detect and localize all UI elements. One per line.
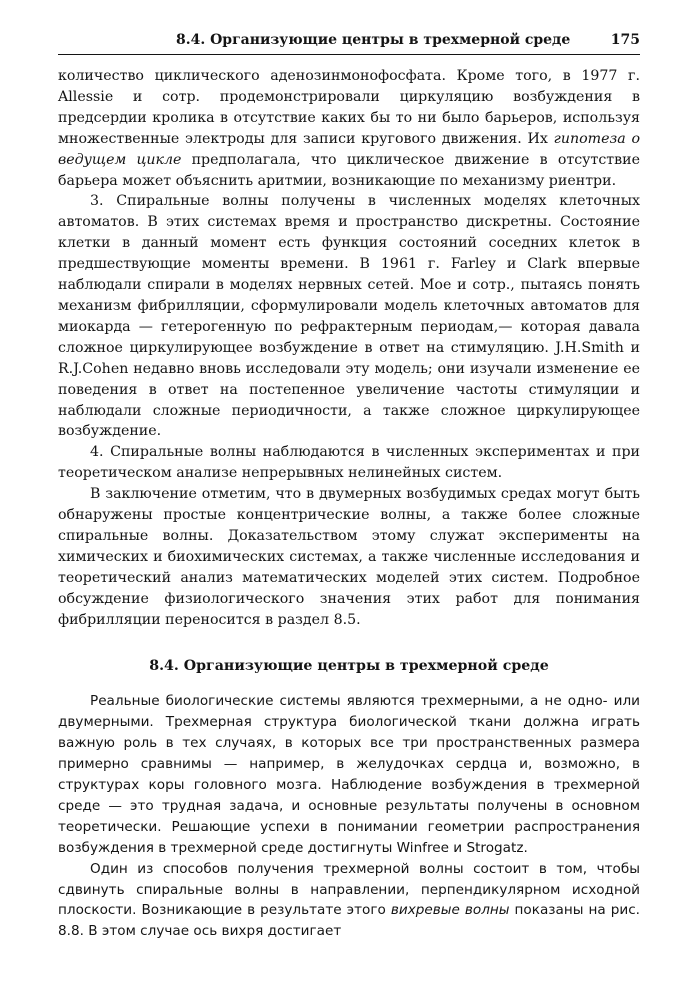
paragraph-1-text: количество циклического аденозинмонофосфата. Кроме того, в 1977 г. Allessie и сотр. продемонстрировали циркуляцию возбуждения в предсердии кролика в отсутствие каких бы то ни было барьеров, используя множественные электроды для записи кругового движения. Их [58,68,640,147]
paragraph-1 [58,66,640,191]
paragraph-3: 4. Спиральные волны наблюдаются в численных экспериментах и при теоретическом анализе непрерывных нелинейных систем. [58,444,640,482]
paragraph-6-text-end: показаны на рис. 8.8. В этом случае ось вихря достигает [58,902,641,940]
paragraph-1-emphasis: гипотеза о ведущем цикле [58,130,640,168]
paragraph-6 [58,859,640,943]
paragraph-5: Реальные биологические системы являются трехмерными, а не одно- или двумерными. Трехмерная структура биологической ткани должна играть важную роль в тех случаях, в которых все три пространственных размера примерно сравнимы — например, в желудочках сердца и, возможно, в структурах коры головного мозга. Наблюдение возбуждения в трехмерной среде — это трудная задача, и основные результаты получены в основном теоретически. Решающие успехи в понимании геометрии распространения возбуждения в трехмерной среде достигнуты Winfree и Strogatz. [58,693,640,856]
paragraph-2: 3. Спиральные волны получены в численных моделях клеточных автоматов. В этих системах время и пространство дискретны. Состояние клетки в данный момент есть функция состояний соседних клеток в предшествующие моменты времени. В 1961 г. Farley и Clark впервые наблюдали спирали в моделях нервных сетей. Moe и сотр., пытаясь понять механизм фибрилляции, сформулировали модель клеточных автоматов для миокарда — гетерогенную по рефрактерным периодам,— которая давала сложное циркулирующее возбуждение в ответ на стимуляцию. J.H.Smith и R.J.Cohen недавно вновь исследовали эту модель; они изучали изменение ее поведения в ответ на постепенное увеличение частоты стимуляции и наблюдали сложные периодичности, а также сложное циркулирующее возбуждение. [58,193,640,440]
paragraph-1-text-end: предполагала, что циклическое движение в отсутствие барьера может объяснить аритмии, возникающие по механизму риентри. [58,151,640,189]
paragraph-6-emphasis: вихревые волны [390,902,510,919]
paragraph-6-text: Один из способов получения трехмерной волны состоит в том, чтобы сдвинуть спиральные волны в направлении, перпендикулярном исходной плоскости. Возникающие в результате этого [58,860,640,919]
page-body [58,66,640,942]
paragraph-4: В заключение отметим, что в двумерных возбудимых средах могут быть обнаружены простые концентрические волны, а также более сложные спиральные волны. Доказательством этому служат эксперименты на химических и биохимических системах, а также численные исследования и теоретический анализ математических моделей этих систем. Подробное обсуждение физиологического значения этих работ для понимания фибрилляции переносится в раздел 8.5. [58,486,640,628]
section-heading: 8.4. Организующие центры в трехмерной среде [149,658,549,675]
running-head-title: 8.4. Организующие центры в трехмерной среде [176,32,571,48]
running-head [58,30,640,55]
page-number: 175 [610,32,640,48]
